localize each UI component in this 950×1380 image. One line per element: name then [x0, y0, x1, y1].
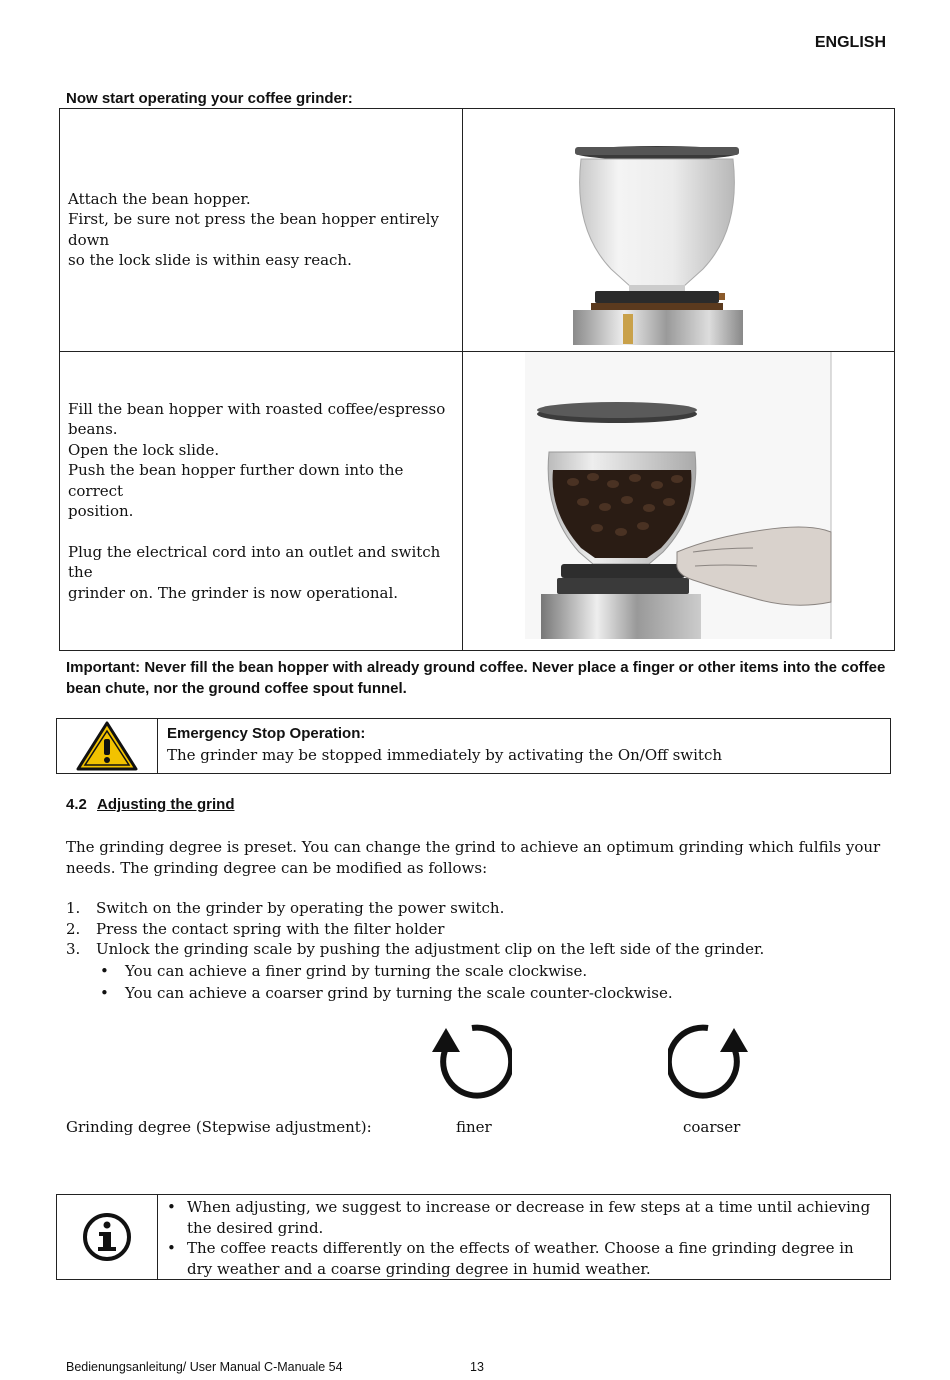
hand-filling-hopper-image [463, 352, 894, 645]
step-line [68, 522, 454, 542]
list-item: 3. Unlock the grinding scale by pushing the adjustment clip on the left side of the grinder. [66, 940, 765, 958]
list-item: 1. Switch on the grinder by operating the power switch. [66, 899, 505, 917]
step-image-filling [463, 351, 895, 651]
language-header: ENGLISH [814, 34, 886, 51]
step-line: beans. [68, 420, 118, 438]
list-item: 2. Press the contact spring with the filter holder [66, 919, 445, 938]
step-line: First, be sure not press the bean hopper entirely down [68, 210, 439, 249]
bullet-list [100, 960, 673, 1004]
list-item: • When adjusting, we suggest to increase or decrease in few steps at a time until achieving the desired grind. [167, 1198, 871, 1237]
list-item: • The coffee reacts differently on the effects of weather. Choose a fine grinding degree in dry weather and a coarse grinding degree in humid weather. [167, 1239, 854, 1278]
list-item: • You can achieve a finer grind by turning the scale clockwise. [100, 962, 588, 980]
step-line: Plug the electrical cord into an outlet and switch the [68, 542, 441, 581]
warning-icon [76, 721, 138, 771]
step-line: Open the lock slide. [68, 440, 220, 459]
section-title: Adjusting the grind [97, 796, 235, 813]
step-image-grinder [463, 109, 895, 352]
intro-paragraph: The grinding degree is preset. You can change the grind to achieve an optimum grinding which fulfils your needs. The grinding degree can be modified as follows: [66, 838, 881, 877]
bullet-icon: • [167, 1198, 176, 1216]
page-number: 13 [470, 1360, 484, 1374]
emergency-text: The grinder may be stopped immediately by activating the On/Off switch [167, 745, 723, 764]
step-line: Fill the bean hopper with roasted coffee/espresso [68, 399, 446, 418]
info-list [167, 1197, 881, 1279]
bullet-icon: • [100, 984, 109, 1002]
emergency-box [56, 718, 891, 774]
step-line: so the lock slide is within easy reach. [68, 251, 352, 270]
step-row [60, 351, 895, 651]
bullet-icon: • [100, 962, 109, 980]
step-line: position. [68, 502, 134, 520]
step-line: Attach the bean hopper. [68, 189, 251, 208]
finer-label: finer [456, 1118, 492, 1136]
coarser-label: coarser [683, 1118, 741, 1136]
bullet-icon: • [167, 1239, 176, 1257]
step-line: Push the bean hopper further down into the correct [68, 461, 404, 500]
info-box [56, 1194, 891, 1280]
important-warning: Important: Never fill the bean hopper with already ground coffee. Never place a finger or other items into the coffee bean chute, nor the ground coffee spout funnel. [66, 659, 886, 697]
info-icon [81, 1211, 133, 1263]
clockwise-arrow-icon [426, 1020, 512, 1100]
section-number: 4.2 [66, 796, 87, 813]
numbered-list [66, 898, 764, 960]
step-text [60, 109, 463, 352]
intro-heading: Now start operating your coffee grinder: [66, 90, 353, 107]
grinder-with-hopper-image [463, 109, 894, 345]
step-row [60, 109, 895, 352]
step-text [60, 351, 463, 651]
grinding-degree-label: Grinding degree (Stepwise adjustment): [66, 1118, 372, 1136]
counter-clockwise-arrow-icon [668, 1020, 754, 1100]
list-item: • You can achieve a coarser grind by turning the scale counter-clockwise. [100, 984, 673, 1002]
steps-table [59, 108, 895, 651]
emergency-title: Emergency Stop Operation: [167, 725, 366, 742]
step-line: grinder on. The grinder is now operational. [68, 583, 399, 602]
footer-manual: Bedienungsanleitung/ User Manual C-Manuale 54 [66, 1360, 343, 1374]
